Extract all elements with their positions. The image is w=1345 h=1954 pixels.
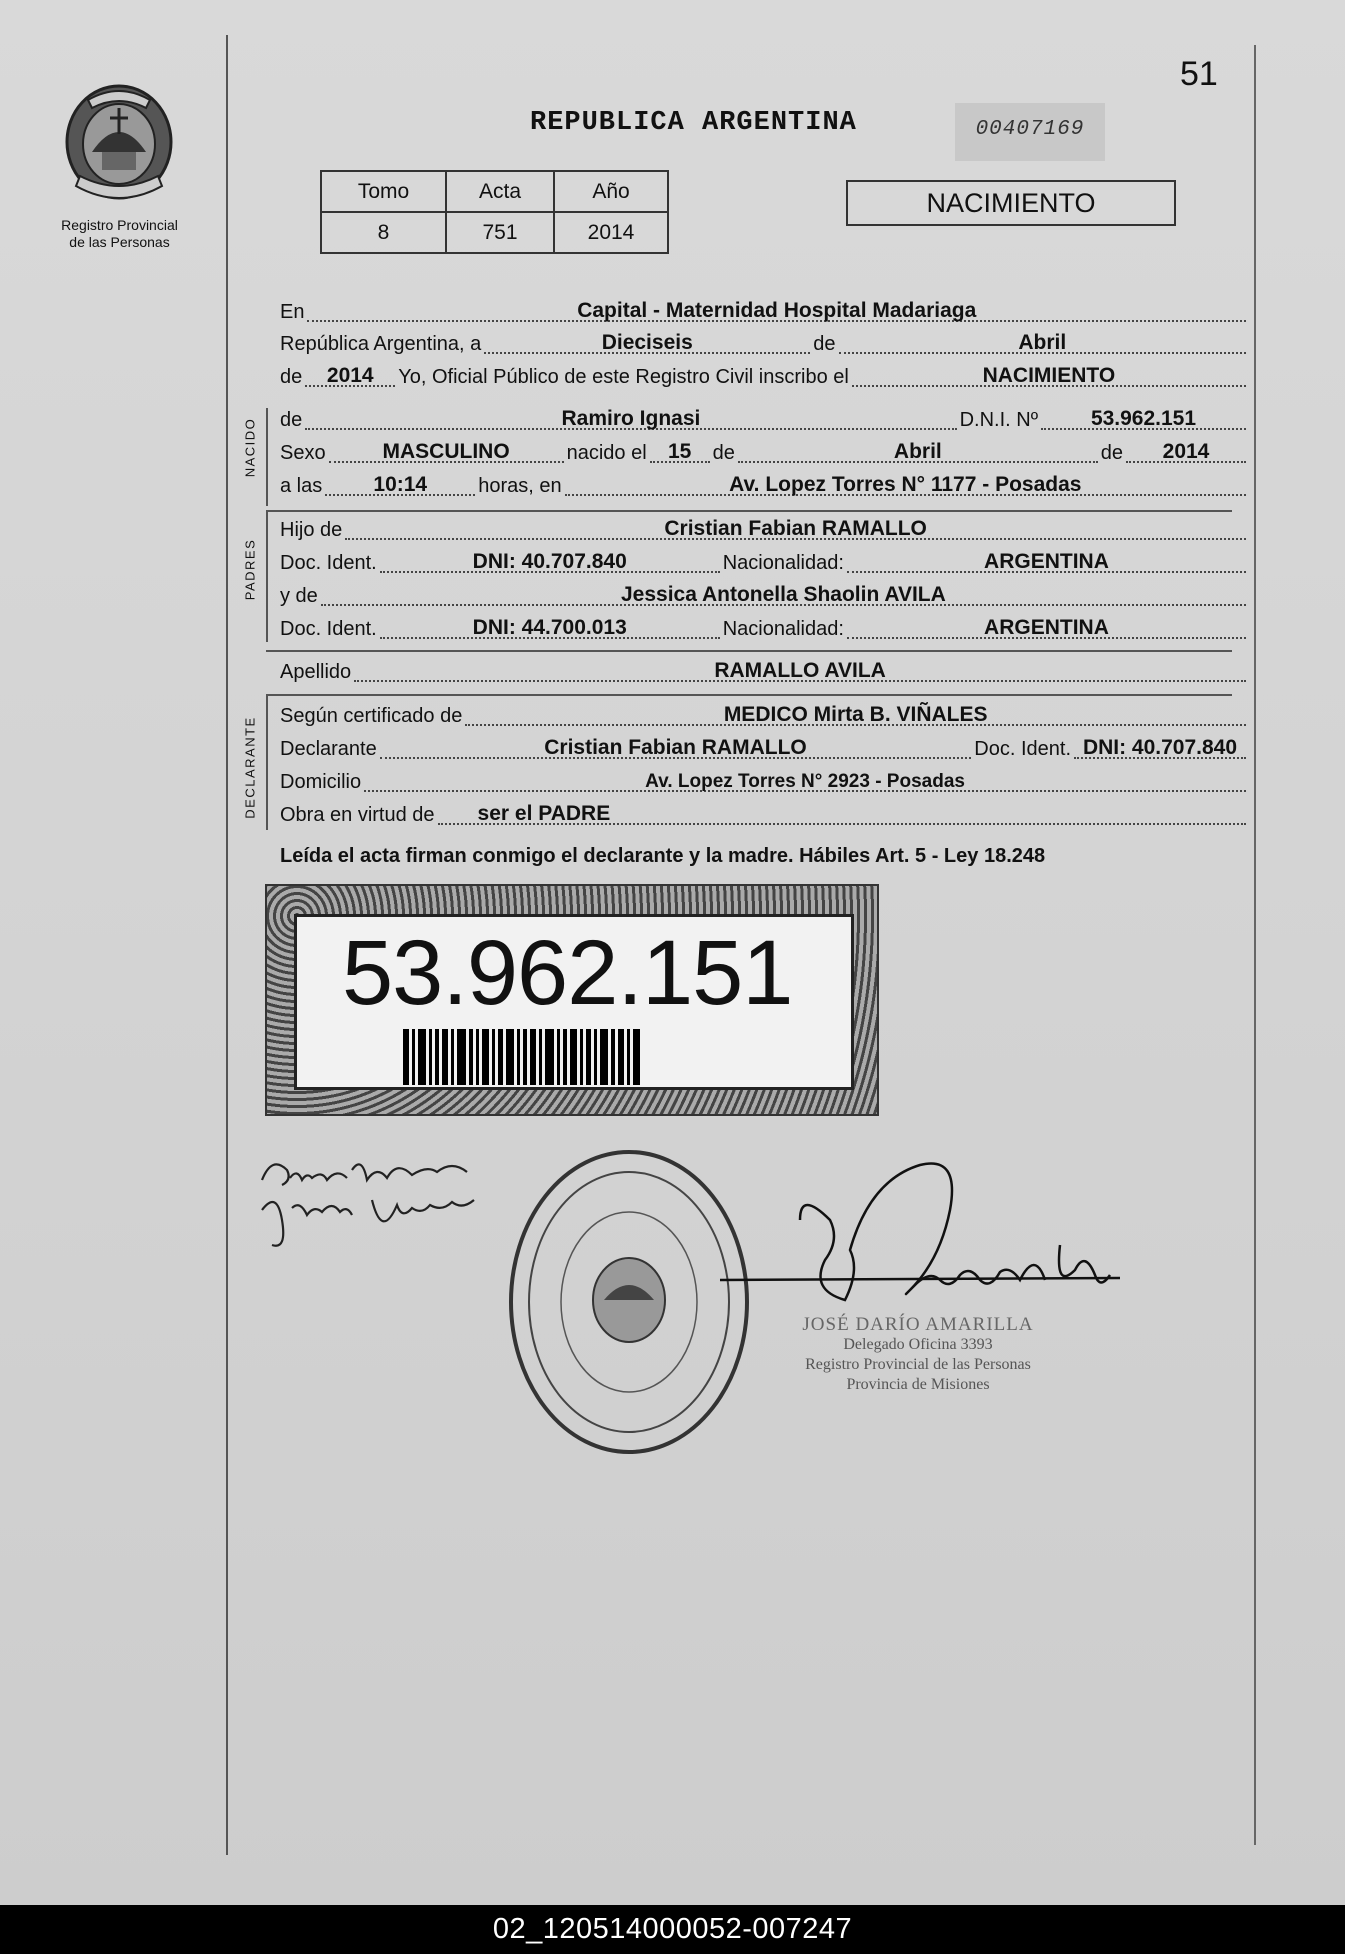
record-type-box: NACIMIENTO [846,180,1176,226]
birth-address-value: Av. Lopez Torres N° 1177 - Posadas [729,473,1082,496]
birth-month-field [738,431,1098,463]
closing-statement: Leída el acta firman conmigo el declarante y la madre. Hábiles Art. 5 - Ley 18.248 [280,845,1046,867]
time-value: 10:14 [373,473,428,496]
barcode-bar [545,1029,554,1085]
label-en: En [280,301,305,323]
birth-address-field [565,464,1246,496]
mother-doc-value: DNI: 44.700.013 [472,616,627,639]
inscribo-value: NACIMIENTO [982,364,1116,387]
sex-value: MASCULINO [382,440,510,463]
barcode-bar [442,1029,448,1085]
apellido-value: RAMALLO AVILA [714,659,886,682]
child-dni-field [1041,398,1246,430]
barcode-bar [517,1029,520,1085]
barcode-bar [492,1029,495,1085]
barcode-bar [403,1029,409,1085]
label-obra: Obra en virtud de [280,804,435,826]
mother-field [321,574,1246,606]
label-republica: República Argentina, a [280,333,482,355]
birth-year-field [1126,431,1246,463]
month-field [839,322,1247,354]
side-label-nacido: NACIDO [242,417,258,478]
barcode-bar [600,1029,608,1085]
barcode-bar [633,1029,640,1085]
label-domicilio: Domicilio [280,771,362,793]
child-name-value: Ramiro Ignasi [561,407,701,430]
side-label-padres: PADRES [242,538,258,601]
father-nationality-value: ARGENTINA [984,550,1109,573]
declarante-name-value: Cristian Fabian RAMALLO [544,736,807,759]
label-nacido-el: nacido el [566,442,647,464]
domicilio-field [364,760,1246,792]
birth-year-value: 2014 [1162,440,1210,463]
side-label-declarante: DECLARANTE [242,716,258,819]
label-birth-de2: de [1100,442,1123,464]
official-stamp [768,1315,1068,1395]
label-nacido-de: de [280,409,303,431]
label-father-doc: Doc. Ident. [280,552,377,574]
line-obra [280,799,1249,831]
father-value: Cristian Fabian RAMALLO [664,517,927,540]
padres-bracket [266,512,268,642]
mother-value: Jessica Antonella Shaolin AVILA [621,583,946,606]
right-margin-line [1254,45,1256,1845]
dni-sticker-inner [294,914,854,1090]
serial-number: 00407169 [955,103,1105,161]
barcode-bar [570,1029,577,1085]
declarante-name-field [380,727,972,759]
dni-sticker [265,884,879,1116]
label-y-de: y de [280,585,318,607]
logo-caption-line1: Registro Provincial [61,217,178,233]
mother-doc-field [380,607,720,639]
label-dni: D.N.I. Nº [959,409,1038,431]
father-field [345,508,1246,540]
footer-code: 02_120514000052-007247 [0,1905,1345,1954]
logo-caption [42,217,197,251]
child-dni-value: 53.962.151 [1090,407,1197,430]
label-declarante-doc: Doc. Ident. [974,738,1071,760]
declarante-doc-field [1074,727,1246,759]
domicilio-value: Av. Lopez Torres N° 2923 - Posadas [645,771,965,792]
barcode-bar [418,1029,426,1085]
time-field [325,464,475,496]
label-certificado: Según certificado de [280,705,463,727]
father-doc-field [380,541,720,573]
barcode-bar [412,1029,415,1085]
label-horas: horas, en [478,475,562,497]
apellido-field [354,650,1246,682]
declarante-doc-value: DNI: 40.707.840 [1082,736,1238,759]
official-name: JOSÉ DARÍO AMARILLA [802,1314,1034,1335]
line-year [280,361,1249,393]
barcode-bar [580,1029,583,1085]
month-value: Abril [1018,331,1067,354]
barcode-bar [498,1029,503,1085]
mother-nationality-value: ARGENTINA [984,616,1109,639]
barcode-bar [476,1029,479,1085]
left-margin-line [226,35,228,1855]
barcode-bar [457,1029,466,1085]
tomo-acta-anio-table [320,170,669,254]
line-mother-doc [280,613,1249,645]
barcode-bar [451,1029,454,1085]
birth-month-value: Abril [893,440,942,463]
official-line3: Provincia de Misiones [846,1376,990,1393]
obra-value: ser el PADRE [477,802,611,825]
barcode-bar [482,1029,489,1085]
official-signature-icon [700,1150,1130,1340]
line-apellido [280,656,1249,688]
label-apellido: Apellido [280,661,352,683]
barcode-bar [530,1029,536,1085]
barcode-bar [618,1029,624,1085]
nacido-bracket [266,408,268,506]
child-name-field [305,398,956,430]
barcode-bar [586,1029,591,1085]
barcode-bar [627,1029,630,1085]
header-tomo: Tomo [321,171,446,212]
label-de: de [813,333,836,355]
inscribo-field [852,355,1246,387]
father-nationality-field [847,541,1246,573]
page-number: 51 [1180,55,1218,93]
birth-day-field [650,431,710,463]
label-de2: de [280,366,303,388]
sticker-dni-number: 53.962.151 [342,922,793,1024]
label-hijo-de: Hijo de [280,519,343,541]
certificado-field [465,694,1246,726]
logo-caption-line2: de las Personas [69,234,170,250]
header-anio: Año [554,171,668,212]
label-declarante: Declarante [280,738,377,760]
parents-signatures-icon [252,1150,492,1260]
label-sexo: Sexo [280,442,326,464]
value-tomo: 8 [321,212,446,253]
label-birth-de: de [712,442,735,464]
mother-nationality-field [847,607,1246,639]
barcode-bar [611,1029,615,1085]
barcode-bar [506,1029,514,1085]
year-field [305,355,395,387]
barcode-bar [539,1029,542,1085]
obra-field [438,793,1246,825]
value-anio: 2014 [554,212,668,253]
barcode-bar [523,1029,527,1085]
year-value: 2014 [326,364,374,387]
label-inscribo: Yo, Oficial Público de este Registro Civil inscribo el [398,366,849,388]
barcode [403,1029,773,1085]
official-line2: Registro Provincial de las Personas [805,1356,1031,1373]
barcode-bar [563,1029,567,1085]
sex-field [329,431,564,463]
label-mother-doc: Doc. Ident. [280,618,377,640]
place-field [307,290,1246,322]
value-acta: 751 [446,212,554,253]
birth-day-value: 15 [667,440,692,463]
declarante-bracket [266,696,268,830]
father-doc-value: DNI: 40.707.840 [472,550,627,573]
day-field [484,322,810,354]
place-value: Capital - Maternidad Hospital Madariaga [577,299,977,322]
barcode-bar [469,1029,473,1085]
certificado-value: MEDICO Mirta B. VIÑALES [723,703,988,726]
barcode-bar [557,1029,560,1085]
header-acta: Acta [446,171,554,212]
label-mother-nationality: Nacionalidad: [722,618,844,640]
label-a-las: a las [280,475,323,497]
barcode-bar [594,1029,597,1085]
document-title: REPUBLICA ARGENTINA [530,108,857,138]
label-father-nationality: Nacionalidad: [722,552,844,574]
line-nacido-time [280,470,1249,502]
barcode-bar [429,1029,432,1085]
barcode-bar [435,1029,439,1085]
official-line1: Delegado Oficina 3393 [843,1336,993,1353]
day-value: Dieciseis [601,331,693,354]
provincial-coat-of-arms-icon [62,82,176,210]
